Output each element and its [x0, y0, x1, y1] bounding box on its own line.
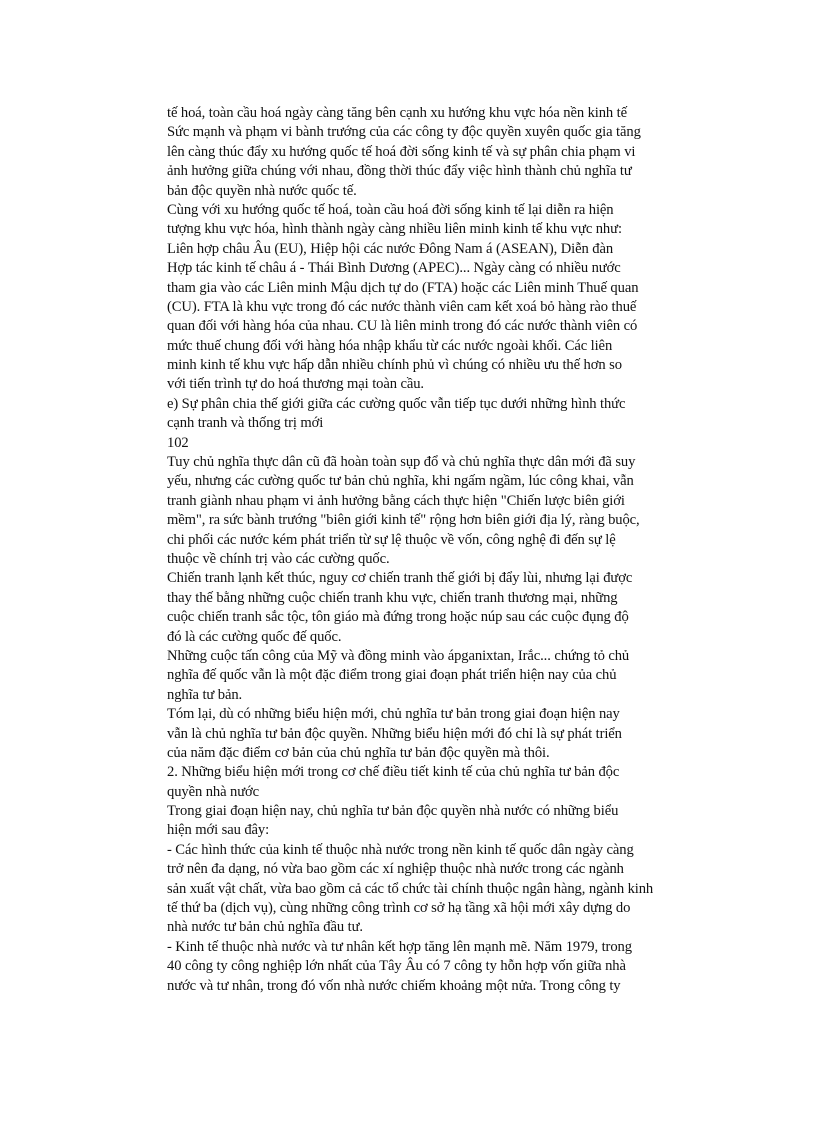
text-line: Những cuộc tấn công của Mỹ và đồng minh vào ápganixtan, Irắc... chứng tỏ chủ — [167, 647, 630, 664]
text-line: tế hoá, toàn cầu hoá ngày càng tăng bên cạnh xu hướng khu vực hóa nền kinh tế — [167, 105, 627, 121]
text-line: Tuy chủ nghĩa thực dân cũ đã hoàn toàn sụp đổ và chủ nghĩa thực dân mới đã suy — [167, 454, 636, 471]
text-line: lên càng thúc đẩy xu hướng quốc tế hoá đời sống kinh tế và sự phân chia phạm vi — [167, 143, 636, 160]
text-line: tượng khu vực hóa, hình thành ngày càng nhiều liên minh kinh tế khu vực như: — [167, 221, 622, 238]
text-line: cạnh tranh và thống trị mới — [167, 415, 324, 432]
text-line: mức thuế chung đối với hàng hóa nhập khẩu từ các nước ngoài khối. Các liên — [167, 337, 613, 354]
text-line: nhà nước tư bản chủ nghĩa đầu tư. — [167, 919, 363, 936]
text-line: ảnh hưởng giữa chúng với nhau, đồng thời thúc đẩy việc hình thành chủ nghĩa tư — [167, 163, 632, 180]
text-line: (CU). FTA là khu vực trong đó các nước thành viên cam kết xoá bỏ hàng rào thuế — [167, 298, 637, 315]
text-line: Liên hợp châu Âu (EU), Hiệp hội các nước Đông Nam á (ASEAN), Diễn đàn — [167, 240, 614, 257]
text-line: chi phối các nước kém phát triển từ sự lệ thuộc về vốn, công nghệ đi đến sự lệ — [167, 531, 616, 548]
text-line: tế thứ ba (dịch vụ), cùng những công trình cơ sở hạ tầng xã hội mới xây dựng do — [167, 900, 631, 917]
document-page — [167, 104, 687, 996]
text-line: - Các hình thức của kinh tế thuộc nhà nước trong nền kinh tế quốc dân ngày càng — [167, 841, 634, 858]
text-line: Sức mạnh và phạm vi bành trướng của các công ty độc quyền xuyên quốc gia tăng — [167, 124, 641, 141]
text-line: thuộc về chính trị vào các cường quốc. — [167, 550, 390, 567]
text-line: Cùng với xu hướng quốc tế hoá, toàn cầu hoá đời sống kinh tế lại diễn ra hiện — [167, 201, 614, 218]
text-line: quyền nhà nước — [167, 783, 260, 800]
text-line: - Kinh tế thuộc nhà nước và tư nhân kết hợp tăng lên mạnh mẽ. Năm 1979, trong — [167, 938, 632, 955]
text-line: quan đối với hàng hóa của nhau. CU là liên minh trong đó các nước thành viên có — [167, 318, 638, 335]
text-line: nghĩa đế quốc vẫn là một đặc điểm trong giai đoạn phát triển hiện nay của chủ — [167, 667, 617, 684]
text-line: đó là các cường quốc đế quốc. — [167, 628, 342, 645]
text-line: Trong giai đoạn hiện nay, chủ nghĩa tư bản độc quyền nhà nước có những biểu — [167, 803, 619, 820]
text-line: 2. Những biểu hiện mới trong cơ chế điều tiết kinh tế của chủ nghĩa tư bản độc — [167, 764, 620, 781]
text-line: nghĩa tư bản. — [167, 686, 243, 703]
text-line: nước và tư nhân, trong đó vốn nhà nước chiếm khoảng một nửa. Trong công ty — [167, 977, 621, 994]
text-line: với tiến trình tự do hoá thương mại toàn cầu. — [167, 376, 424, 393]
text-line: trở nên đa dạng, nó vừa bao gồm các xí nghiệp thuộc nhà nước trong các ngành — [167, 861, 624, 878]
text-line: vẫn là chủ nghĩa tư bản độc quyền. Những biểu hiện mới đó chỉ là sự phát triển — [167, 725, 622, 742]
text-line: 40 công ty công nghiệp lớn nhất của Tây Âu có 7 công ty hỗn hợp vốn giữa nhà — [167, 958, 626, 975]
text-line: bản độc quyền nhà nước quốc tế. — [167, 182, 357, 199]
text-line: tranh giành nhau phạm vi ảnh hưởng bằng cách thực hiện "Chiến lược biên giới — [167, 492, 625, 509]
text-line: của năm đặc điểm cơ bản của chủ nghĩa tư bản độc quyền mà thôi. — [167, 744, 550, 761]
text-line: e) Sự phân chia thế giới giữa các cường quốc vẫn tiếp tục dưới những hình thức — [167, 395, 626, 412]
text-line: tham gia vào các Liên minh Mậu dịch tự do (FTA) hoặc các Liên minh Thuế quan — [167, 279, 639, 296]
text-line: Hợp tác kinh tế châu á - Thái Bình Dương (APEC)... Ngày càng có nhiều nước — [167, 260, 621, 277]
text-line: yếu, nhưng các cường quốc tư bản chủ nghĩa, khi ngấm ngầm, lúc công khai, vẫn — [167, 473, 634, 490]
text-line: 102 — [167, 434, 189, 451]
text-line: Chiến tranh lạnh kết thúc, nguy cơ chiến tranh thế giới bị đẩy lùi, nhưng lại được — [167, 570, 633, 587]
text-line: minh kinh tế khu vực hấp dẫn nhiều chính phủ vì chúng có nhiều ưu thế hơn so — [167, 357, 622, 374]
text-line: cuộc chiến tranh sắc tộc, tôn giáo mà đứng trong hoặc núp sau các cuộc đụng độ — [167, 609, 629, 626]
text-line: mềm", ra sức bành trướng "biên giới kinh tế" rộng hơn biên giới địa lý, ràng buộc, — [167, 512, 640, 529]
text-line: thay thế bằng những cuộc chiến tranh khu vực, chiến tranh thương mại, những — [167, 589, 618, 606]
text-line: hiện mới sau đây: — [167, 822, 270, 839]
text-line: Tóm lại, dù có những biểu hiện mới, chủ nghĩa tư bản trong giai đoạn hiện nay — [167, 706, 620, 723]
text-line: sản xuất vật chất, vừa bao gồm cả các tổ chức tài chính thuộc ngân hàng, ngành kinh — [167, 880, 654, 897]
